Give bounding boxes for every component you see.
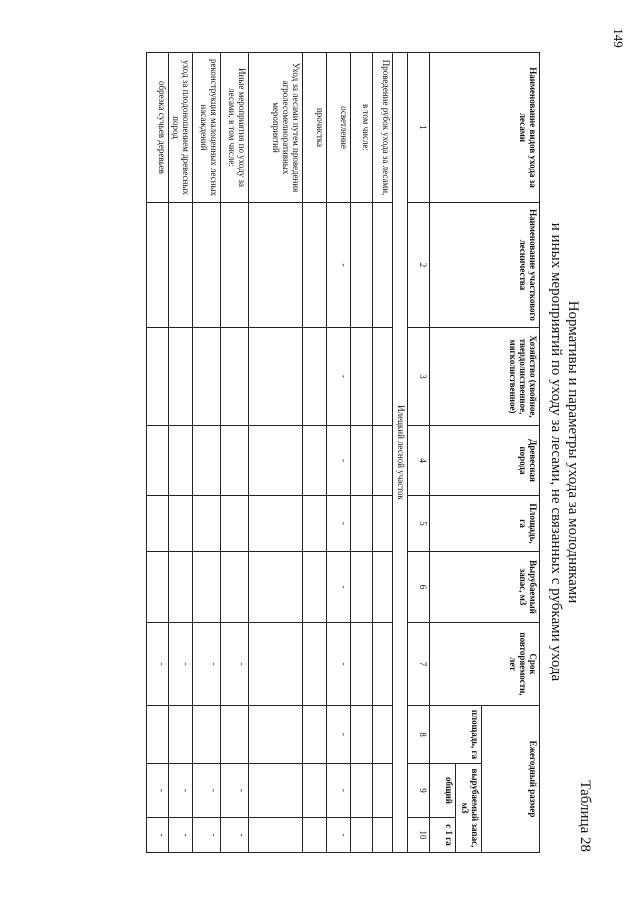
cell (249, 764, 303, 818)
column-number: 1 (408, 53, 430, 203)
row-name: прочистка (303, 53, 327, 203)
cell (303, 328, 327, 426)
header-cell-annual-size: Ежегодный размер (482, 706, 540, 853)
column-number: 8 (408, 706, 430, 764)
cell (169, 328, 193, 426)
header-cell-10: с 1 га (430, 818, 456, 853)
cell (303, 203, 327, 328)
cell (221, 426, 249, 496)
cell (373, 623, 393, 706)
cell (249, 203, 303, 328)
cell (373, 764, 393, 818)
cell: - (169, 623, 193, 706)
cell (147, 203, 169, 328)
cell: - (327, 623, 351, 706)
cell (193, 552, 221, 623)
table-title-line-2: и иных мероприятий по уходу за лесами, не связанных с рубками ухода (548, 222, 564, 682)
norms-table (146, 52, 540, 853)
row-name: Уход за лесами путем проведения агролесомелиоративных мероприятий (249, 53, 303, 203)
cell: - (221, 818, 249, 853)
page-number: 149 (611, 28, 626, 48)
cell: - (327, 496, 351, 552)
row-name: Иные мероприятия по уходу за лесами, в том числе: (221, 53, 249, 203)
rotated-page-content (53, 52, 593, 852)
cell (221, 203, 249, 328)
cell (373, 706, 393, 764)
cell (373, 426, 393, 496)
cell: - (193, 818, 221, 853)
column-number: 7 (408, 623, 430, 706)
cell (351, 764, 373, 818)
column-number: 3 (408, 328, 430, 426)
cell (221, 328, 249, 426)
cell (351, 552, 373, 623)
header-cell-5: Площадь, га (430, 496, 540, 552)
row-name: осветление (327, 53, 351, 203)
table-row (221, 53, 249, 853)
cell (249, 706, 303, 764)
cell: - (327, 706, 351, 764)
header-cell-4: Древесная порода (430, 426, 540, 496)
column-number: 4 (408, 426, 430, 496)
column-number-row (408, 53, 430, 853)
cell: - (327, 426, 351, 496)
cell: - (193, 764, 221, 818)
cell: - (327, 552, 351, 623)
cell: - (169, 818, 193, 853)
table-row (249, 53, 303, 853)
cell (351, 706, 373, 764)
cell (147, 706, 169, 764)
cell (303, 552, 327, 623)
cell (249, 328, 303, 426)
header-cell-felled-stock: вырубаемый запас, м3 (456, 764, 482, 853)
cell: - (169, 764, 193, 818)
cell (351, 818, 373, 853)
cell (249, 426, 303, 496)
cell (147, 496, 169, 552)
header-cell-6: Вырубаемый запас, м3 (430, 552, 540, 623)
column-number: 5 (408, 496, 430, 552)
cell (351, 426, 373, 496)
cell (147, 552, 169, 623)
cell (193, 706, 221, 764)
cell (373, 496, 393, 552)
cell (373, 818, 393, 853)
cell (193, 496, 221, 552)
cell (169, 203, 193, 328)
cell (373, 552, 393, 623)
table-row (147, 53, 169, 853)
cell: - (327, 818, 351, 853)
cell: - (147, 764, 169, 818)
cell (351, 623, 373, 706)
row-name: реконструкция малоценных лесных насаждений (193, 53, 221, 203)
cell (249, 496, 303, 552)
table-title (547, 52, 581, 852)
table-row (373, 53, 393, 853)
header-cell-7: Срок повторяемости, лет (430, 623, 540, 706)
row-name: уход за плодоношением древесных пород (169, 53, 193, 203)
cell (373, 328, 393, 426)
column-number: 6 (408, 552, 430, 623)
cell: - (327, 203, 351, 328)
cell (373, 203, 393, 328)
section-row (393, 53, 408, 853)
header-cell-9: общий (430, 764, 456, 818)
cell: - (193, 623, 221, 706)
cell (147, 328, 169, 426)
cell (303, 426, 327, 496)
cell (169, 496, 193, 552)
cell (147, 426, 169, 496)
cell (221, 552, 249, 623)
cell (169, 426, 193, 496)
cell (249, 623, 303, 706)
table-row (351, 53, 373, 853)
cell (221, 496, 249, 552)
header-cell-3: Хозяйство (хвойное, твердолиственное, мягколиственное) (430, 328, 540, 426)
cell (249, 818, 303, 853)
cell (351, 328, 373, 426)
cell (221, 706, 249, 764)
header-row (482, 53, 540, 853)
column-number: 10 (408, 818, 430, 853)
cell (249, 552, 303, 623)
cell (303, 496, 327, 552)
cell (303, 706, 327, 764)
cell (193, 203, 221, 328)
cell (351, 203, 373, 328)
cell: - (221, 764, 249, 818)
cell (169, 552, 193, 623)
cell (303, 623, 327, 706)
cell: - (147, 818, 169, 853)
table-label: Таблица 28 (577, 780, 593, 852)
table-row (303, 53, 327, 853)
table-title-line-1: Нормативы и параметры ухода за молодняками (565, 300, 581, 604)
column-number: 9 (408, 764, 430, 818)
row-name: Проведение рубок ухода за лесами, (373, 53, 393, 203)
cell (169, 706, 193, 764)
table-row (327, 53, 351, 853)
table-row (169, 53, 193, 853)
row-name: в том числе: (351, 53, 373, 203)
cell: - (147, 623, 169, 706)
section-label: Илецкий лесной участок (393, 53, 408, 853)
column-number: 2 (408, 203, 430, 328)
cell (303, 818, 327, 853)
cell (193, 328, 221, 426)
cell (193, 426, 221, 496)
cell: - (221, 623, 249, 706)
cell: - (327, 328, 351, 426)
cell (303, 764, 327, 818)
cell: - (327, 764, 351, 818)
header-cell-2: Наименование участкового лесничества (430, 203, 540, 328)
row-name: обрезка сучьев деревьев (147, 53, 169, 203)
header-cell-1: Наименование видов ухода за лесами (430, 53, 540, 203)
cell (351, 496, 373, 552)
table-row (193, 53, 221, 853)
header-cell-8: площадь, га (430, 706, 482, 764)
